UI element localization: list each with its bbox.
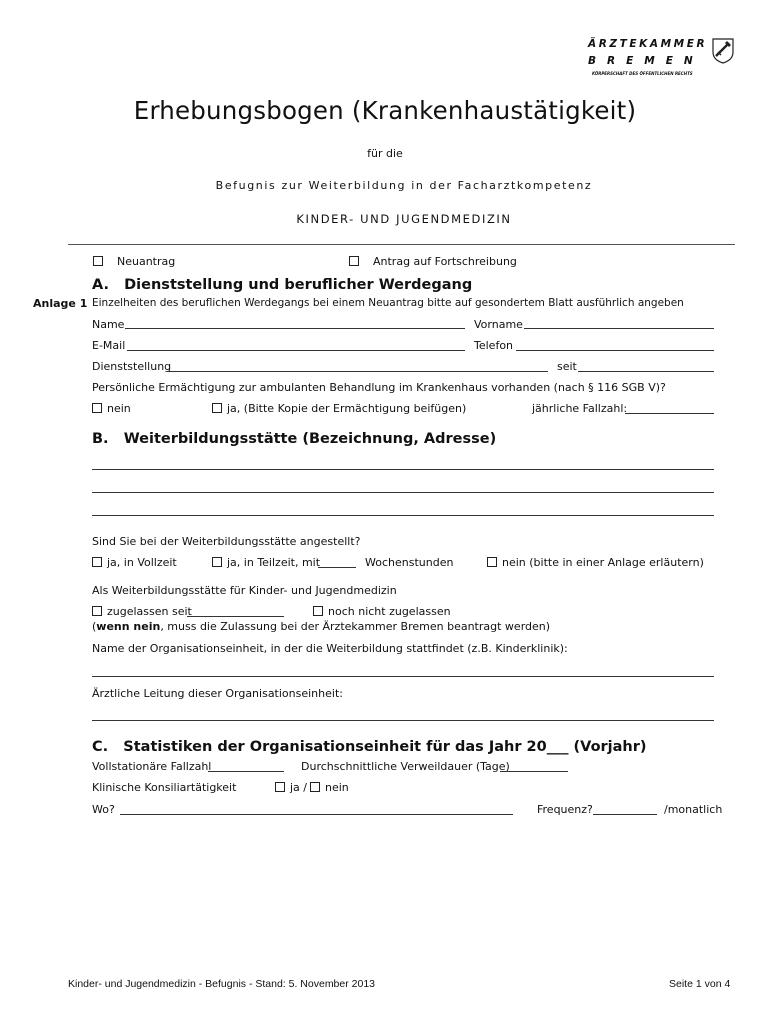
wochenstunden-label: Wochenstunden xyxy=(365,556,454,569)
org-subtitle: KÖRPERSCHAFT DES ÖFFENTLICHEN RECHTS xyxy=(592,71,693,76)
wenn-nein-bold: wenn nein xyxy=(96,620,161,633)
dienststellung-field[interactable] xyxy=(167,371,548,372)
anlage-label: Anlage 1 xyxy=(33,297,88,310)
zugelassen-checkbox[interactable] xyxy=(92,606,102,616)
org-einheit-label: Name der Organisationseinheit, in der die Weiterbildung stattfindet (z.B. Kinderklinik): xyxy=(92,642,568,655)
wenn-nein-rest: , muss die Zulassung bei der Ärztekammer Bremen beantragt werden) xyxy=(160,620,551,633)
address-line-2[interactable] xyxy=(92,492,714,493)
org-einheit-field[interactable] xyxy=(92,676,714,677)
vollstationaer-field[interactable] xyxy=(208,771,284,772)
dienststellung-label: Dienststellung xyxy=(92,360,172,373)
verweildauer-label: Durchschnittliche Verweildauer (Tage) xyxy=(301,760,510,773)
angestellt-question: Sind Sie bei der Weiterbildungsstätte angestellt? xyxy=(92,535,361,548)
teilzeit-checkbox[interactable] xyxy=(212,557,222,567)
ermaechtigung-nein-label: nein xyxy=(107,402,131,415)
fallzahl-field[interactable] xyxy=(625,413,714,414)
verweildauer-field[interactable] xyxy=(500,771,568,772)
email-label: E-Mail xyxy=(92,339,126,352)
header-divider xyxy=(68,244,735,245)
konsiliar-ja-checkbox[interactable] xyxy=(275,782,285,792)
angestellt-nein-checkbox[interactable] xyxy=(487,557,497,567)
ermaechtigung-ja-label: ja, (Bitte Kopie der Ermächtigung beifügen) xyxy=(227,402,467,415)
wenn-nein-note: (wenn nein, muss die Zulassung bei der Ärztekammer Bremen beantragt werden) xyxy=(92,620,551,633)
address-line-1[interactable] xyxy=(92,469,714,470)
org-name-line1: ÄRZTEKAMMER xyxy=(588,38,708,50)
fallzahl-label: jährliche Fallzahl: xyxy=(532,402,628,415)
fuer-die-text: für die xyxy=(367,147,403,160)
telefon-label: Telefon xyxy=(474,339,514,352)
ermaechtigung-question: Persönliche Ermächtigung zur ambulanten Behandlung im Krankenhaus vorhanden (nach § 116 SGB V)? xyxy=(92,381,666,394)
angestellt-nein-label: nein (bitte in einer Anlage erläutern) xyxy=(502,556,704,569)
konsiliar-nein-option[interactable] xyxy=(310,781,349,794)
name-label: Name xyxy=(92,318,125,331)
konsiliar-nein-label: nein xyxy=(325,781,349,794)
als-wbs-text: Als Weiterbildungsstätte für Kinder- und Jugendmedizin xyxy=(92,584,397,597)
name-field[interactable] xyxy=(125,328,465,329)
vollzeit-checkbox[interactable] xyxy=(92,557,102,567)
konsiliar-label: Klinische Konsiliartätigkeit xyxy=(92,781,237,794)
section-c-heading: C. Statistiken der Organisationseinheit für das Jahr 20___ (Vorjahr) xyxy=(92,739,647,755)
monatlich-label: /monatlich xyxy=(664,803,723,816)
seit-label: seit xyxy=(557,360,577,373)
vollzeit-label: ja, in Vollzeit xyxy=(107,556,177,569)
ermaechtigung-ja-option[interactable] xyxy=(212,402,466,415)
address-line-3[interactable] xyxy=(92,515,714,516)
leitung-field[interactable] xyxy=(92,720,714,721)
befugnis-text: Befugnis zur Weiterbildung in der Facharztkompetenz xyxy=(215,179,593,192)
neuantrag-checkbox[interactable] xyxy=(93,256,103,266)
section-b-heading: B. Weiterbildungsstätte (Bezeichnung, Adresse) xyxy=(92,431,497,447)
zugelassen-seit-field[interactable] xyxy=(187,616,284,617)
fortschreibung-checkbox[interactable] xyxy=(349,256,359,266)
neuantrag-option[interactable] xyxy=(93,255,175,268)
vollzeit-option[interactable] xyxy=(92,556,177,569)
frequenz-label: Frequenz? xyxy=(537,803,593,816)
fortschreibung-option[interactable] xyxy=(349,255,517,268)
nicht-zugelassen-label: noch nicht zugelassen xyxy=(328,605,451,618)
wochenstunden-field[interactable] xyxy=(318,567,356,568)
fortschreibung-label: Antrag auf Fortschreibung xyxy=(373,255,517,268)
wo-label: Wo? xyxy=(92,803,115,816)
ermaechtigung-ja-checkbox[interactable] xyxy=(212,403,222,413)
teilzeit-option[interactable] xyxy=(212,556,320,569)
section-a-intro: Einzelheiten des beruflichen Werdegangs bei einem Neuantrag bitte auf gesondertem Blatt ausführlich angeben xyxy=(92,297,684,309)
org-name-line2: BREMEN xyxy=(588,55,704,67)
konsiliar-nein-checkbox[interactable] xyxy=(310,782,320,792)
vorname-label: Vorname xyxy=(474,318,523,331)
specialty-text: KINDER- UND JUGENDMEDIZIN xyxy=(296,212,512,226)
nicht-zugelassen-checkbox[interactable] xyxy=(313,606,323,616)
telefon-field[interactable] xyxy=(516,350,714,351)
wo-field[interactable] xyxy=(120,814,513,815)
konsiliar-ja-label: ja / xyxy=(290,781,307,794)
neuantrag-label: Neuantrag xyxy=(117,255,176,268)
vorname-field[interactable] xyxy=(524,328,714,329)
zugelassen-option[interactable] xyxy=(92,605,192,618)
vollstationaer-label: Vollstationäre Fallzahl xyxy=(92,760,212,773)
frequenz-field[interactable] xyxy=(593,814,657,815)
konsiliar-ja-option[interactable] xyxy=(275,781,307,794)
zugelassen-label: zugelassen seit xyxy=(107,605,192,618)
nicht-zugelassen-option[interactable] xyxy=(313,605,451,618)
coat-of-arms-icon xyxy=(712,38,734,64)
teilzeit-label: ja, in Teilzeit, mit xyxy=(227,556,321,569)
ermaechtigung-nein-option[interactable] xyxy=(92,402,131,415)
email-field[interactable] xyxy=(127,350,465,351)
leitung-label: Ärztliche Leitung dieser Organisationseinheit: xyxy=(92,687,343,700)
footer-right: Seite 1 von 4 xyxy=(669,978,731,990)
ermaechtigung-nein-checkbox[interactable] xyxy=(92,403,102,413)
page-title: Erhebungsbogen (Krankenhaustätigkeit) xyxy=(133,96,637,125)
footer-left: Kinder- und Jugendmedizin - Befugnis - Stand: 5. November 2013 xyxy=(68,978,376,990)
section-a-heading: A. Dienststellung und beruflicher Werdegang xyxy=(92,277,473,293)
seit-field[interactable] xyxy=(578,371,714,372)
angestellt-nein-option[interactable] xyxy=(487,556,704,569)
